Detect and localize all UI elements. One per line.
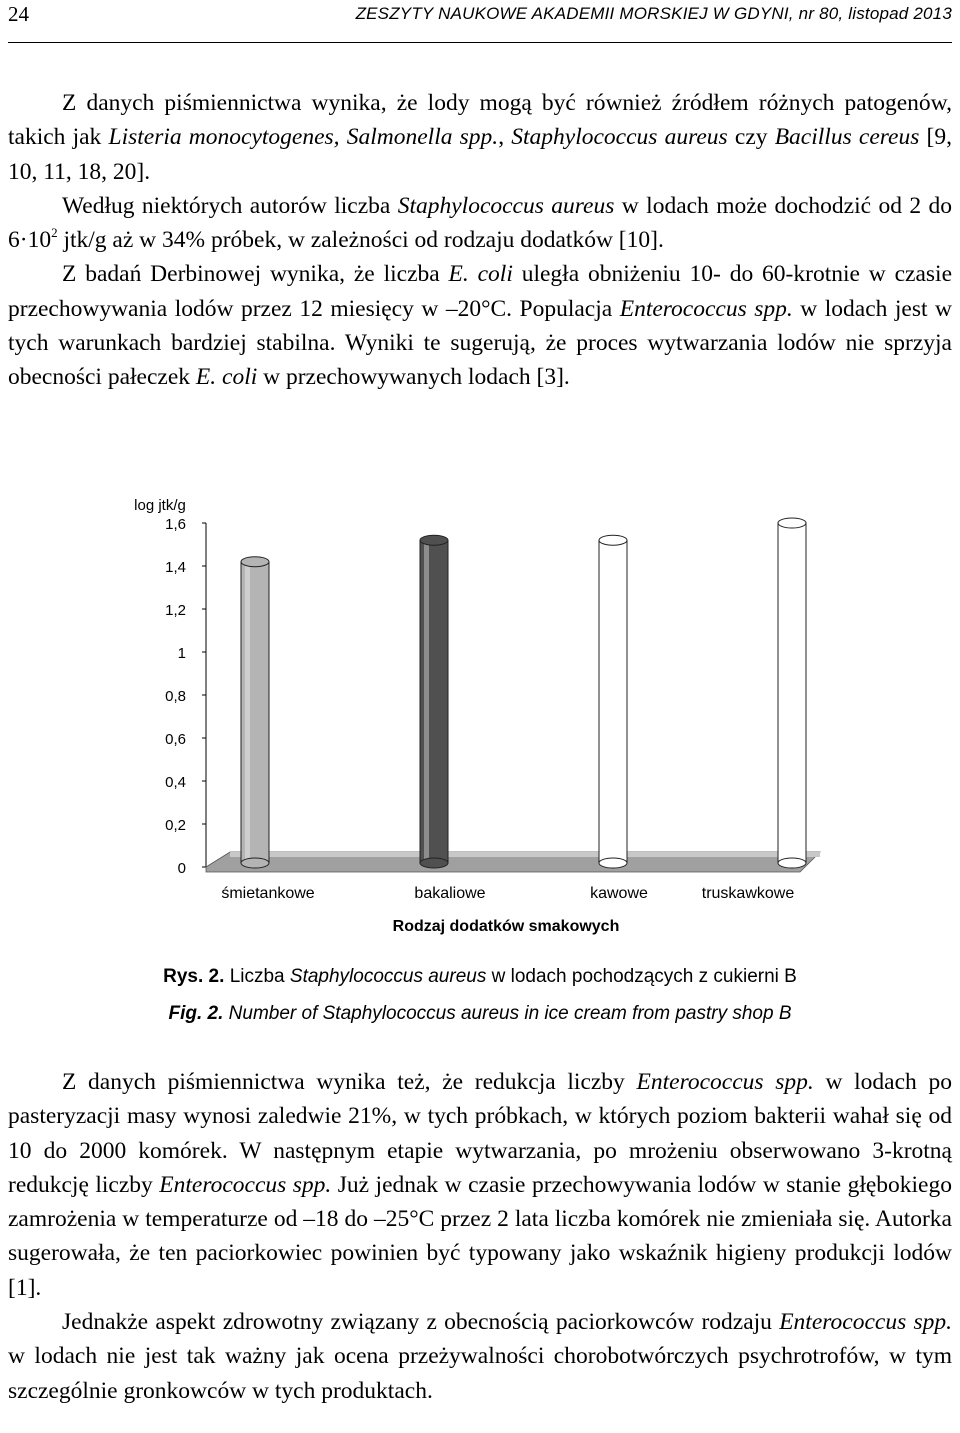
- text-run: w lodach może dochodzić od 2 do 6·10: [8, 192, 953, 254]
- x-tick-label: truskawkowe: [701, 885, 795, 902]
- y-tick-label: 1: [177, 645, 186, 662]
- italic-term: Enterococcus spp.: [159, 1171, 332, 1198]
- caption-label-pl: Rys. 2.: [163, 966, 225, 987]
- text-run: czy: [727, 124, 775, 151]
- bar-highlight: [782, 525, 787, 859]
- bar-base: [420, 858, 448, 868]
- text-run: w przechowywanych lodach [3].: [257, 364, 570, 391]
- y-axis-label: log jtk/g: [134, 497, 186, 514]
- paragraph: [8, 189, 952, 258]
- page-header: [8, 0, 952, 43]
- bar-base: [778, 858, 806, 868]
- italic-term: Bacillus cereus: [774, 124, 920, 151]
- x-tick-label: śmietankowe: [221, 885, 315, 902]
- italic-term: Enterococcus spp.: [636, 1069, 814, 1095]
- bar-highlight: [245, 564, 250, 859]
- paragraph: [8, 86, 952, 189]
- caption-text-pl: Liczba: [229, 966, 290, 987]
- y-tick-label: 1,2: [165, 602, 186, 619]
- text-run: Z badań Derbinowej wynika, że liczba: [62, 261, 449, 288]
- text-run: Jednakże aspekt zdrowotny związany z obecnością paciorkowców rodzaju: [62, 1309, 780, 1336]
- text-run: uległa obniżeniu 10- do 60-krotnie w czasie przechowywania lodów przez 12 miesięcy w –20°C. Populacja: [8, 261, 953, 322]
- figure-caption-en: [0, 1003, 960, 1025]
- x-tick-labels: [221, 885, 794, 902]
- caption-rest-pl: w lodach pochodzących z cukierni B: [486, 966, 797, 987]
- y-tick-label: 0: [177, 860, 186, 877]
- bar-base: [241, 858, 269, 868]
- caption-label-en: Fig. 2.: [168, 1003, 224, 1024]
- text-run: w lodach jest w tych warunkach bardziej stabilna. Wyniki te sugerują, że proces wytwarzania lodów nie sprzyja obecności pałeczek: [8, 295, 953, 391]
- x-tick-label: bakaliowe: [414, 885, 486, 902]
- text-run: w lodach nie jest tak ważny jak ocena przeżywalności chorobotwórczych psychrotrofów, w tym szczególnie gronkowców w tych produktach.: [8, 1343, 952, 1404]
- bar-cap: [241, 557, 269, 567]
- text-run: Już jednak w czasie przechowywania lodów w stanie głębokiego zamrożenia w temperaturze od –18 do –25°C przez 2 lata liczba komórek nie zmieniała się. Autorka sugerowała, że ten paciorkowiec powinien być typowany jako wskaźnik higieny produkcji lodów [1].: [8, 1171, 952, 1301]
- text-run: Z danych piśmiennictwa wynika też, że redukcja liczby: [62, 1069, 637, 1095]
- italic-term: Enterococcus spp.: [779, 1309, 953, 1336]
- bar: [778, 518, 806, 868]
- chart-floor: [206, 852, 820, 872]
- bar-cap: [778, 518, 806, 528]
- bars: [241, 518, 806, 868]
- y-tick-label: 0,4: [165, 774, 186, 791]
- y-axis: [165, 516, 206, 877]
- italic-term: Staphylococcus aureus: [397, 192, 615, 219]
- journal-title: ZESZYTY NAUKOWE AKADEMII MORSKIEJ W GDYNI, nr 80, listopad 2013: [355, 4, 952, 23]
- text-run: ,: [498, 124, 512, 151]
- bar: [599, 535, 627, 868]
- paragraph: [8, 1305, 952, 1408]
- italic-term: Listeria monocytogenes, Salmonella spp.: [108, 124, 499, 151]
- bar-cap: [420, 535, 448, 545]
- text-run: [9, 10, 11, 18, 20].: [8, 124, 953, 185]
- italic-term: E. coli: [448, 261, 513, 288]
- text-run: jtk/g aż w 34% próbek, w zależności od rodzaju dodatków [10].: [57, 227, 664, 254]
- figure-caption-pl: [0, 966, 960, 988]
- body-text-bottom: [8, 1065, 952, 1408]
- bar-base: [599, 858, 627, 868]
- text-run: Według niektórych autorów liczba: [62, 192, 398, 219]
- body-text-top: [8, 86, 952, 395]
- superscript: 2: [51, 225, 58, 241]
- page-number: 24: [8, 2, 29, 26]
- bar-highlight: [603, 542, 608, 859]
- paragraph: [8, 257, 952, 394]
- bar-highlight: [424, 542, 429, 859]
- bar: [241, 557, 269, 868]
- italic-term: E. coli: [195, 364, 258, 391]
- y-tick-label: 1,4: [165, 559, 186, 576]
- y-tick-label: 1,6: [165, 516, 186, 533]
- y-tick-label: 0,8: [165, 688, 186, 705]
- italic-term: Staphylococcus aureus: [511, 124, 728, 151]
- paragraph: [8, 1065, 952, 1305]
- floor-top: [230, 852, 820, 857]
- y-tick-label: 0,2: [165, 817, 186, 834]
- caption-text-en: Number of Staphylococcus aureus in ice cream from pastry shop B: [228, 1003, 792, 1024]
- bar: [420, 535, 448, 868]
- x-axis-title: Rodzaj dodatków smakowych: [392, 918, 620, 935]
- text-run: Z danych piśmiennictwa wynika, że lody mogą być również źródłem różnych patogenów, takich jak: [8, 90, 952, 151]
- bar-chart: [0, 470, 960, 950]
- y-tick-label: 0,6: [165, 731, 186, 748]
- text-run: w lodach po pasteryzacji masy wynosi zaledwie 21%, w tych próbkach, w których poziom bakterii wahał się od 10 do 2000 komórek. W następnym etapie wytwarzania, po mrożeniu obserwowano 3-krotną redukcję liczby: [8, 1069, 952, 1198]
- caption-species: Staphylococcus aureus: [289, 966, 487, 987]
- italic-term: Enterococcus spp.: [619, 295, 793, 322]
- x-tick-label: kawowe: [590, 885, 648, 902]
- bar-cap: [599, 535, 627, 545]
